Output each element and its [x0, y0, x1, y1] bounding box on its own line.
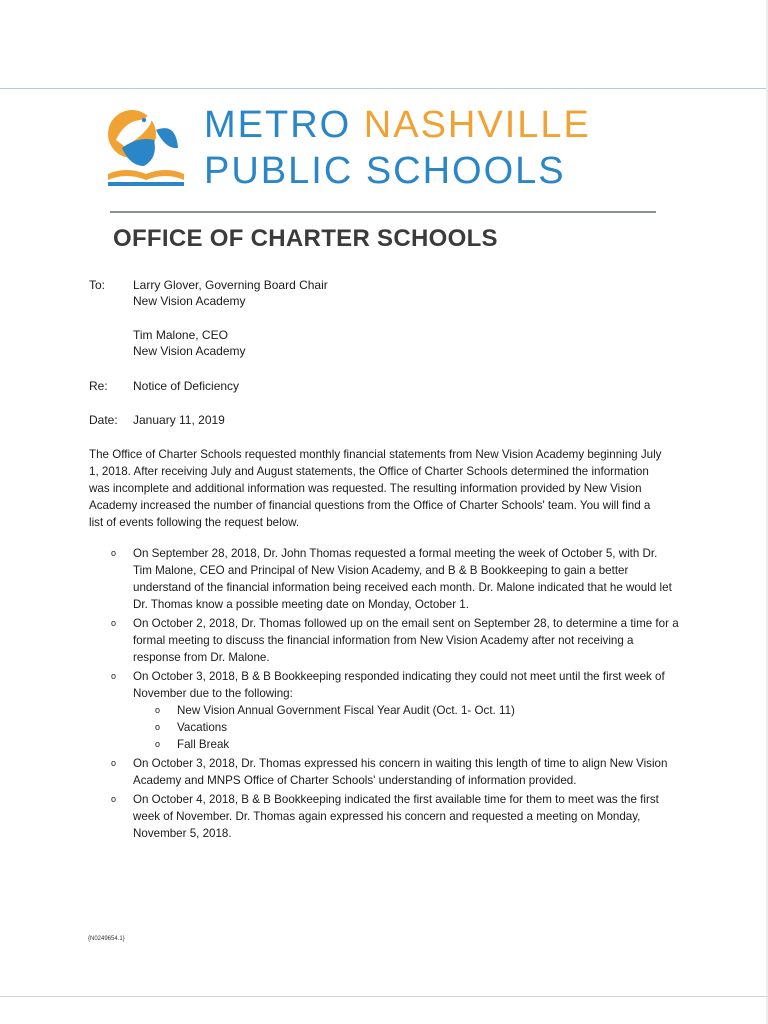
book-and-bird-logo-icon — [104, 100, 188, 190]
sub-item-text: Vacations — [177, 721, 228, 734]
sub-item-text: Fall Break — [177, 738, 230, 751]
bullet-icon: o — [111, 548, 117, 558]
brand-metro: METRO — [204, 104, 352, 146]
bullet-icon: o — [111, 671, 117, 681]
event-text: On October 3, 2018, B & B Bookkeeping responded indicating they could not meet until the first week of November due to the following: — [133, 670, 665, 700]
bullet-icon: o — [111, 794, 117, 804]
re-value: Notice of Deficiency — [133, 379, 240, 393]
bullet-icon: o — [155, 722, 161, 732]
bullet-icon: o — [111, 618, 117, 628]
bullet-icon: o — [155, 705, 161, 715]
brand-wordmark — [204, 106, 591, 198]
event-text: On October 3, 2018, Dr. Thomas expressed his concern in waiting this length of time to align New Vision Academy and MNPS Office of Charter Schools' understanding of information provided. — [133, 757, 668, 787]
event-list — [89, 545, 679, 844]
event-text: On October 4, 2018, B & B Bookkeeping indicated the first available time for them to meet was the first week of November. Dr. Thomas again expressed his concern and requested a meeting on Monday, November 5, 2018. — [133, 793, 659, 840]
to-line-4: New Vision Academy — [133, 344, 246, 358]
intro-paragraph: The Office of Charter Schools requested monthly financial statements from New Vision Academy beginning July 1, 2018. After receiving July and August statements, the Office of Charter Schools determined the information was incomplete and additional information was requested. The resulting information provided by New Vision Academy increased the number of financial questions from the Office of Charter Schools' team. You will find a list of events following the request below. — [89, 448, 662, 529]
office-title: OFFICE OF CHARTER SCHOOLS — [113, 225, 498, 252]
sub-list-item — [133, 719, 679, 736]
sub-list-item — [133, 736, 679, 753]
to-line-2: New Vision Academy — [133, 294, 246, 308]
list-item — [89, 668, 679, 753]
date-label: Date: — [89, 413, 118, 427]
to-line-3: Tim Malone, CEO — [133, 328, 228, 342]
bullet-icon: o — [111, 758, 117, 768]
event-text: On October 2, 2018, Dr. Thomas followed up on the email sent on September 28, to determine a time for a formal meeting to discuss the financial information from New Vision Academy after not receiving a response from Dr. Malone. — [133, 617, 679, 664]
bullet-icon: o — [155, 739, 161, 749]
sub-list — [133, 702, 679, 753]
to-line-1: Larry Glover, Governing Board Chair — [133, 278, 328, 292]
event-text: On September 28, 2018, Dr. John Thomas requested a formal meeting the week of October 5, with Dr. Tim Malone, CEO and Principal of New Vision Academy, and B & B Bookkeeping to gain a better understand of the financial information being received each month. Dr. Malone indicated that he would let Dr. Thomas know a possible meeting date on Monday, October 1. — [133, 547, 672, 611]
sub-list-item — [133, 702, 679, 719]
brand-nashville: NASHVILLE — [363, 104, 591, 146]
document-id: {N0249654.1} — [88, 936, 125, 942]
to-label: To: — [89, 278, 106, 292]
bottom-page-rule — [0, 996, 768, 997]
list-item — [89, 545, 679, 613]
date-value: January 11, 2019 — [133, 413, 225, 427]
top-page-rule — [0, 88, 768, 89]
list-item — [89, 615, 679, 666]
list-item — [89, 755, 679, 789]
brand-public-schools: PUBLIC SCHOOLS — [204, 150, 566, 192]
list-item — [89, 791, 679, 842]
header-divider — [110, 211, 656, 213]
re-label: Re: — [89, 379, 108, 393]
sub-item-text: New Vision Annual Government Fiscal Year Audit (Oct. 1- Oct. 11) — [177, 704, 515, 717]
